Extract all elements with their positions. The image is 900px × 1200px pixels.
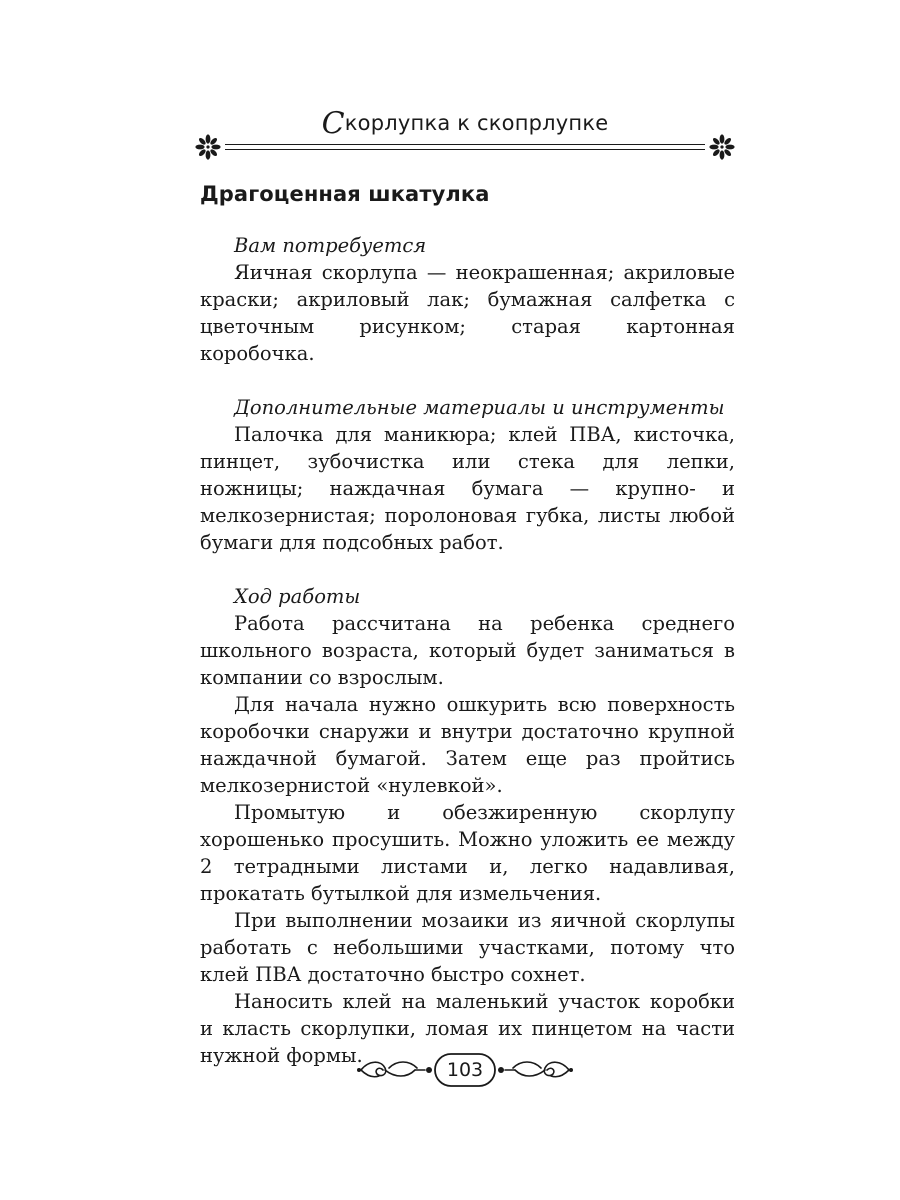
section-label-extra-tools: Дополнительные материалы и инструменты (234, 396, 725, 419)
paragraph: Палочка для маникюра; клей ПВА, кисточка, пинцет, зубочистка или стека для лепки, ножницы; наждачная бумага — крупно- и мелкозернистая; поролоновая губка, листы любой бумаги для подсобных работ. (200, 423, 735, 554)
paragraph: Яичная скорлупа — неокрашенная; акриловые краски; акриловый лак; бумажная салфетка с цветочным рисунком; старая картонная коробочка. (200, 261, 735, 365)
page-number: 103 (446, 1059, 484, 1081)
running-title-text: корлупка к скопрлупке (344, 111, 609, 135)
paragraph: Для начала нужно ошкурить всю поверхность коробочки снаружи и внутри достаточно крупной наждачной бумагой. Затем еще раз пройтись мелкозернистой «нулевкой». (200, 693, 735, 797)
running-title-initial: С (321, 106, 345, 141)
section-gap (200, 367, 735, 394)
flower-ornament-icon (709, 134, 735, 160)
page-title: Драгоценная шкатулка (200, 182, 490, 206)
paragraph: Промытую и обезжиренную скорлупу хорошенько просушить. Можно уложить ее между 2 тетрадными листами и, легко надавливая, прокатать бутылкой для измельчения. (200, 801, 735, 905)
article-body (200, 232, 735, 1069)
paragraph: При выполнении мозаики из яичной скорлупы работать с небольшими участками, потому что клей ПВА достаточно быстро сохнет. (200, 909, 735, 986)
running-title (195, 106, 735, 141)
header-rule (225, 144, 705, 145)
page-number-ornament (355, 1048, 575, 1092)
section-label-materials: Вам потребуется (234, 234, 427, 257)
section-gap (200, 556, 735, 583)
running-header (195, 100, 735, 160)
flower-ornament-icon (195, 134, 221, 160)
paragraph: Работа рассчитана на ребенка среднего школьного возраста, который будет заниматься в компании со взрослым. (200, 612, 735, 689)
paragraph: Наносить клей на маленький участок коробки и класть скорлупки, ломая их пинцетом на части нужной формы. (200, 990, 735, 1067)
section-label-process: Ход работы (234, 585, 361, 608)
header-rule-thin (225, 149, 705, 150)
